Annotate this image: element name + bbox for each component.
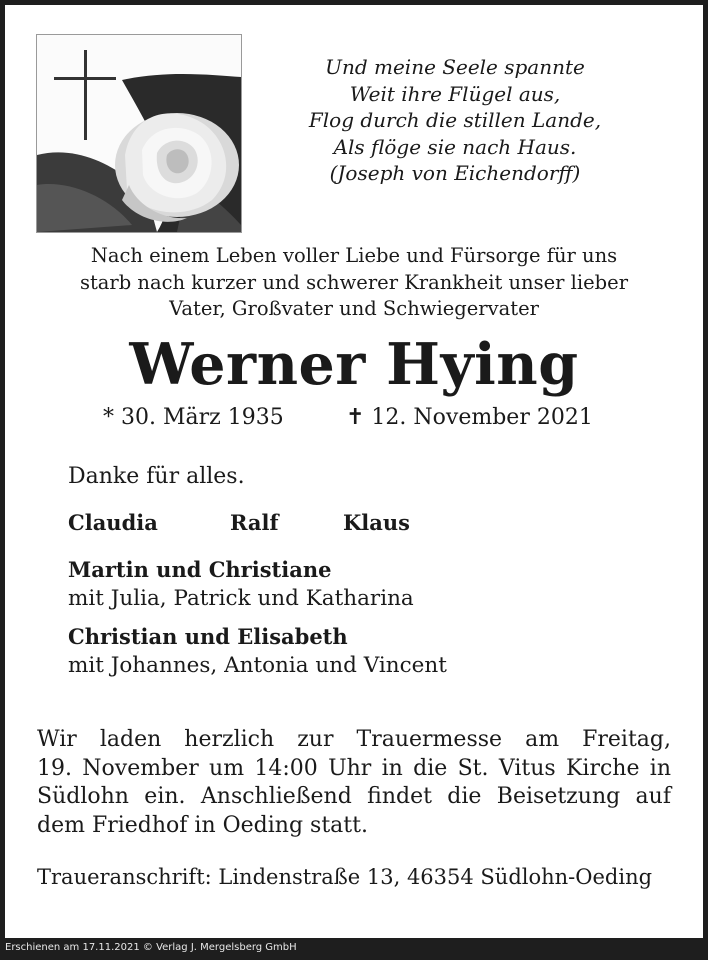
poem-line: Weit ihre Flügel aus, [349, 81, 561, 106]
intro-line: Vater, Großvater und Schwiegervater [169, 297, 539, 320]
family-group [68, 622, 447, 680]
intro-line: Nach einem Leben voller Liebe und Fürsorge für uns [90, 244, 618, 267]
cross-icon [54, 50, 116, 140]
info-line: Wir laden herzlich zur Trauermesse am Freitag, [37, 727, 671, 752]
poem [255, 54, 655, 187]
birth-date: * 30. März 1935 [103, 405, 284, 430]
publication-footer: Erschienen am 17.11.2021 © Verlag J. Mergelsberg GmbH [5, 942, 297, 953]
child-name: Ralf [230, 510, 279, 535]
poem-line: Und meine Seele spannte [325, 55, 585, 79]
family-group [68, 555, 414, 613]
poem-line: Als flöge sie nach Haus. [333, 134, 577, 159]
family-head: Christian und Elisabeth [68, 624, 348, 649]
poem-line: Flog durch die stillen Lande, [308, 108, 602, 132]
poem-author: (Joseph von Eichendorff) [329, 161, 581, 185]
info-line: 19. November um 14:00 Uhr in die St. Vitus Kirche in [37, 755, 671, 781]
obituary-notice [5, 5, 703, 938]
mourning-address: Traueranschrift: Lindenstraße 13, 46354 Südlohn-Oeding [37, 865, 653, 889]
child-name: Klaus [343, 510, 410, 535]
child-name: Claudia [68, 510, 158, 535]
death-date: ✝ 12. November 2021 [346, 405, 593, 430]
intro-line: starb nach kurzer und schwerer Krankheit unser lieber [79, 270, 629, 294]
info-line: Südlohn ein. Anschließend findet die Beisetzung auf [37, 784, 671, 809]
family-head: Martin und Christiane [68, 557, 332, 582]
thanks-text: Danke für alles. [68, 464, 245, 489]
children-names [68, 510, 410, 535]
family-members: mit Johannes, Antonia und Vincent [68, 653, 447, 678]
intro-text [5, 243, 703, 323]
funeral-info [37, 726, 671, 840]
family-members: mit Julia, Patrick und Katharina [68, 586, 414, 611]
memorial-image [36, 34, 242, 233]
deceased-name: Werner Hying [129, 331, 579, 398]
info-line: dem Friedhof in Oeding statt. [37, 812, 368, 838]
